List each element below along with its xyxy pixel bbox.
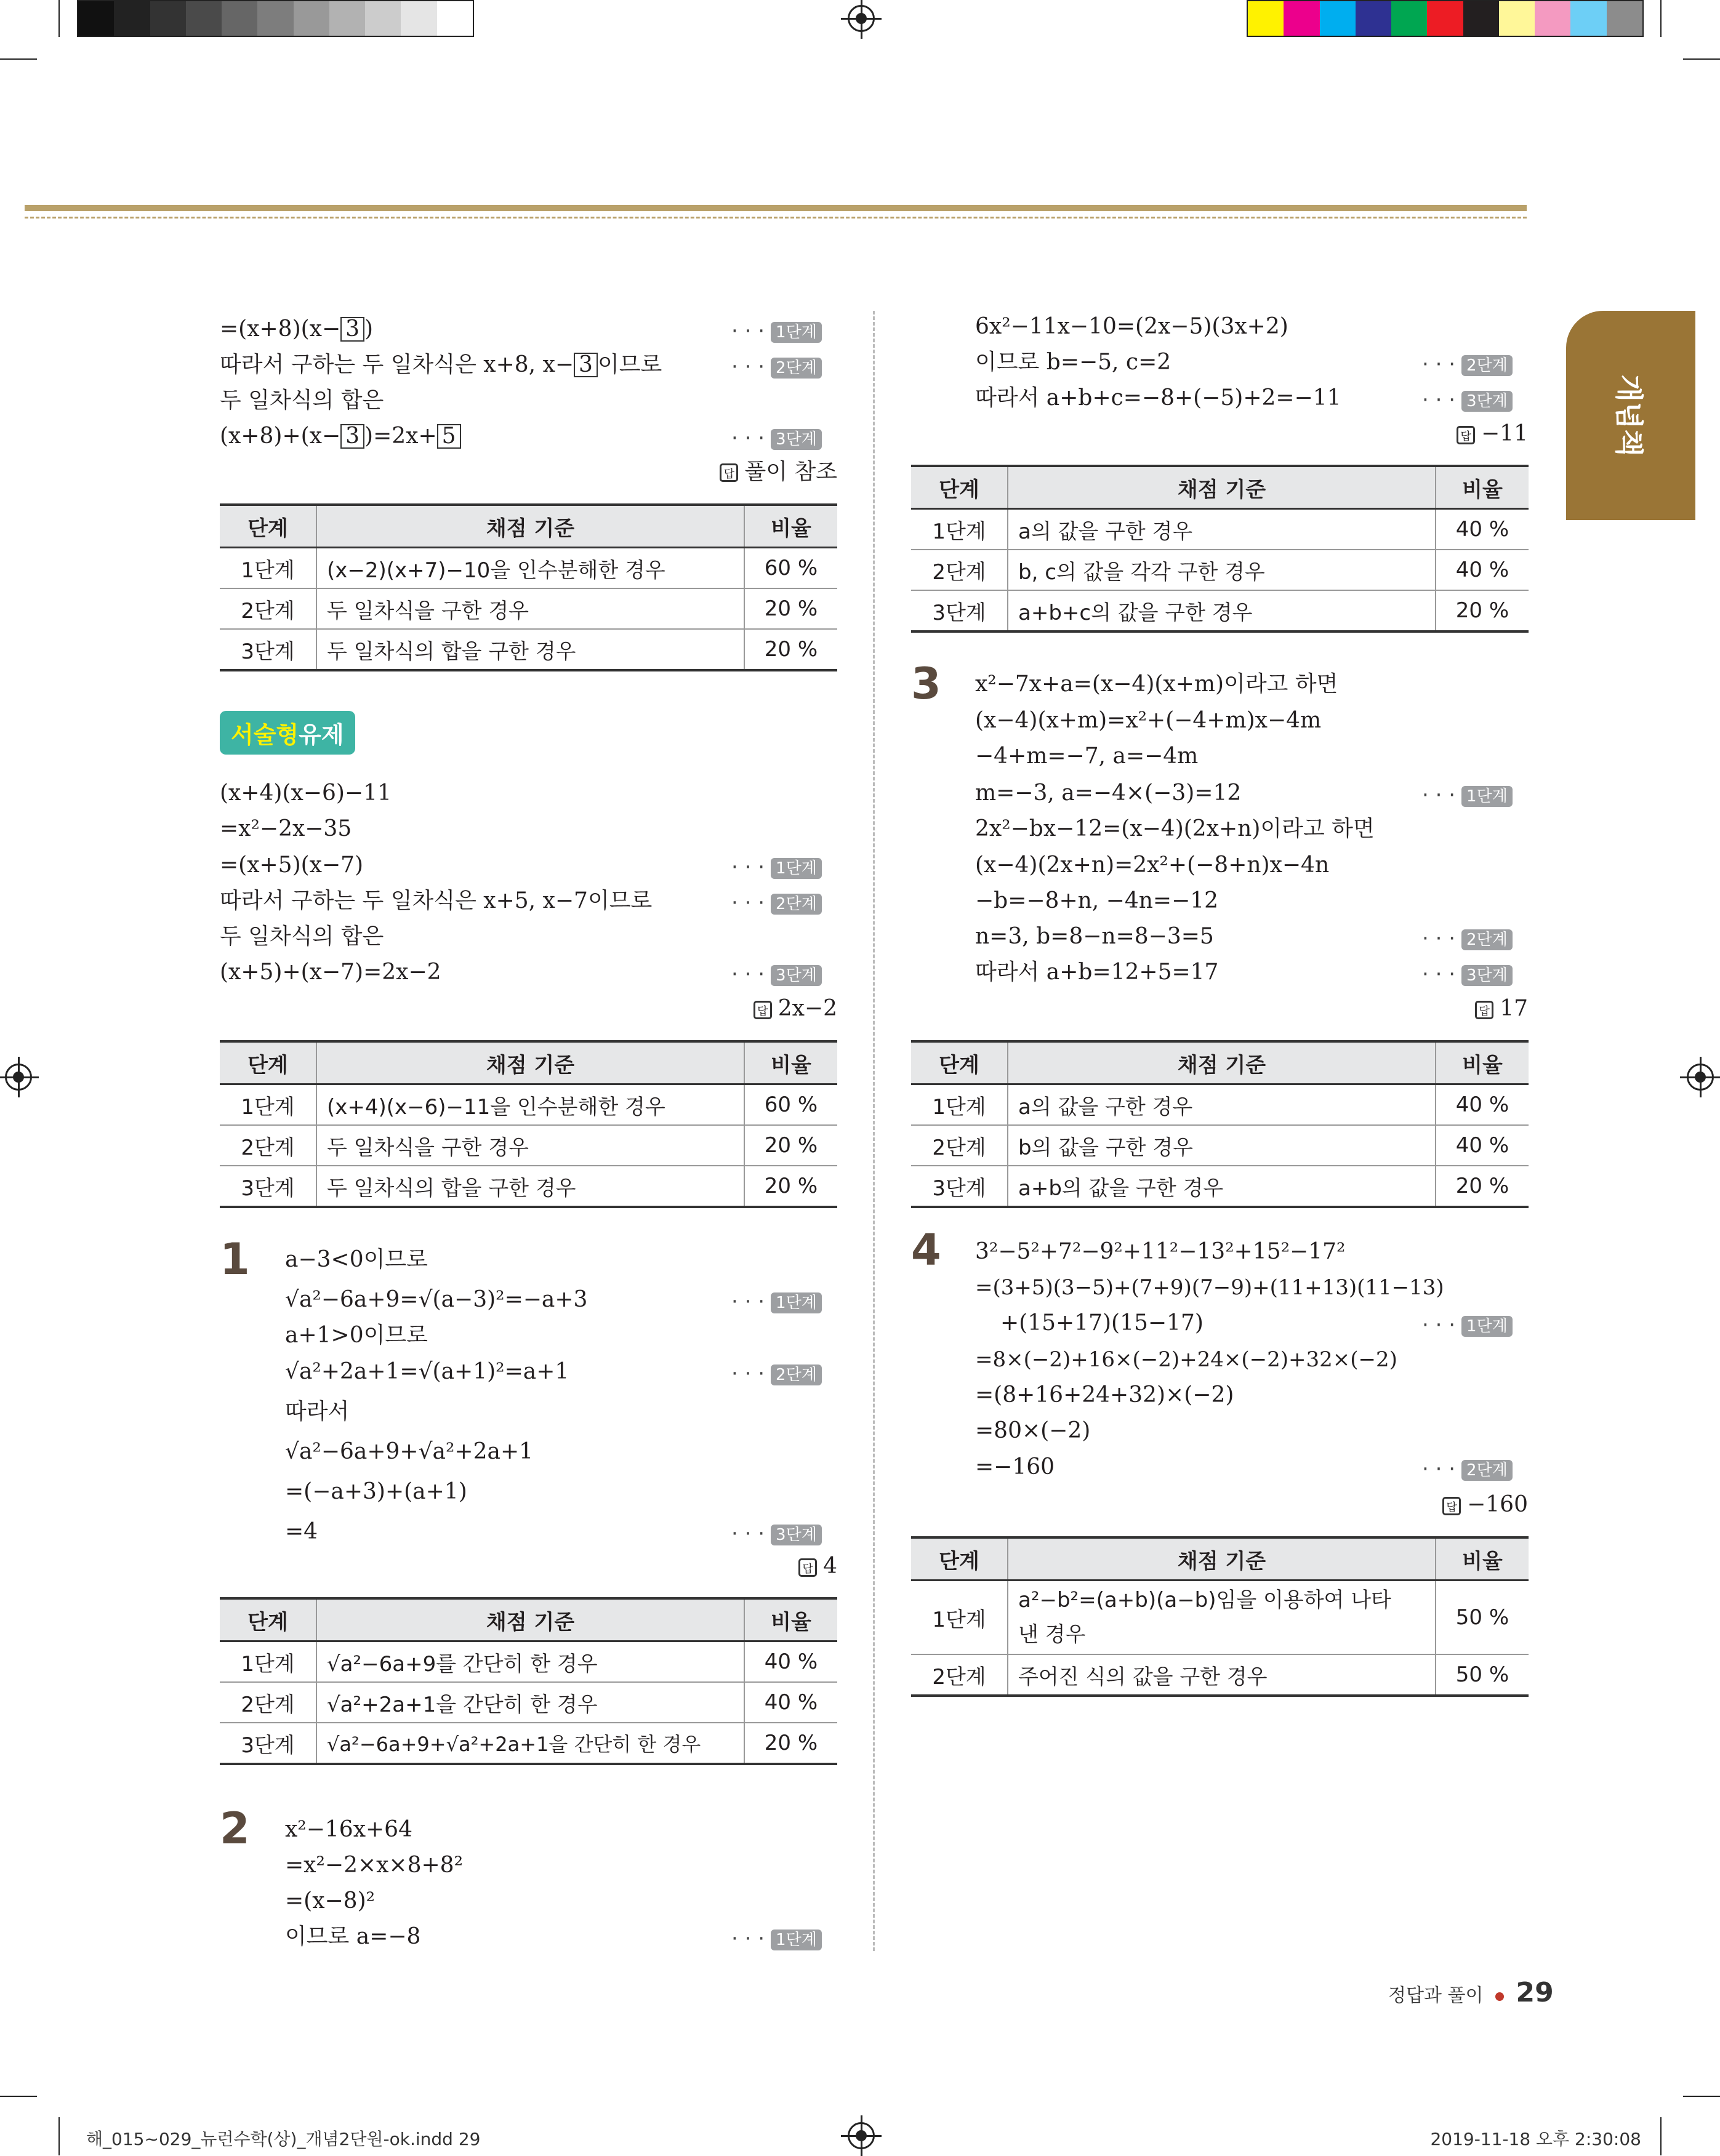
crop-mark	[58, 2117, 60, 2155]
step-badge: 1단계	[1461, 1316, 1513, 1337]
solution-line: =(x+5)(x−7)	[220, 852, 364, 878]
bullet-icon	[1495, 1992, 1504, 2001]
grading-table	[911, 1040, 1529, 1208]
step-badge: 2단계	[1461, 355, 1513, 376]
gray-swatch	[437, 1, 473, 36]
gray-swatch	[186, 1, 222, 36]
crop-mark	[1683, 58, 1720, 60]
table-row: 2단계 두 일차식을 구한 경우 20 %	[220, 588, 837, 629]
gray-swatch	[294, 1, 329, 36]
solution-line: (x+4)(x−6)−11	[220, 780, 392, 806]
solution-line: =4	[285, 1519, 318, 1544]
step-marker: · · · 3단계	[1422, 961, 1513, 988]
table-header: 비율	[1436, 466, 1529, 509]
gray-swatch	[365, 1, 401, 36]
solution-line: 따라서	[285, 1399, 350, 1424]
step-marker: · · · 1단계	[731, 318, 822, 345]
light-yellow-swatch	[1499, 1, 1535, 36]
yellow-swatch	[1248, 1, 1284, 36]
solution-line: m=−3, a=−4×(−3)=12	[975, 780, 1242, 806]
grading-table	[220, 1040, 837, 1208]
problem-number: 1	[220, 1234, 250, 1284]
step-badge: 2단계	[771, 358, 822, 379]
step-badge: 3단계	[771, 429, 822, 450]
table-row: 1단계 a²−b²=(a+b)(a−b)임을 이용하여 나타 낸 경우 50 %	[911, 1581, 1529, 1655]
solution-line: √a²−6a+9=√(a−3)²=−a+3	[285, 1287, 588, 1312]
crop-mark	[0, 2096, 37, 2097]
table-header: 단계	[220, 1598, 316, 1641]
table-header: 단계	[911, 466, 1008, 509]
step-marker: · · · 2단계	[731, 1360, 822, 1387]
green-swatch	[1391, 1, 1427, 36]
answer-icon: 답	[1475, 1001, 1493, 1019]
table-header: 단계	[220, 505, 316, 548]
table-row: 3단계 두 일차식의 합을 구한 경우 20 %	[220, 629, 837, 670]
page-label: 정답과 풀이	[1388, 1985, 1484, 2006]
crop-mark	[0, 58, 37, 60]
gray-swatch	[150, 1, 186, 36]
solution-line: =(x−8)²	[285, 1888, 376, 1914]
solution-line: 따라서 a+b+c=−8+(−5)+2=−11	[975, 385, 1341, 411]
table-header: 비율	[1436, 1041, 1529, 1084]
registration-mark-icon	[848, 5, 875, 32]
step-marker: · · · 1단계	[1422, 782, 1513, 809]
table-header: 채점 기준	[1008, 466, 1436, 509]
boxed-number: 5	[437, 424, 461, 449]
gray-swatch	[114, 1, 150, 36]
solution-line: (x+8)+(x− 3 )=2x+ 5	[220, 423, 461, 450]
step-marker: · · · 2단계	[731, 353, 822, 380]
table-header: 비율	[744, 1598, 837, 1641]
table-header: 비율	[1436, 1537, 1529, 1581]
step-marker: · · · 1단계	[731, 1288, 822, 1315]
gray-swatch	[1607, 1, 1642, 36]
answer-line: 답 −160	[1442, 1491, 1528, 1518]
step-badge: 1단계	[1461, 786, 1513, 807]
solution-line: 두 일차식의 합은	[220, 388, 384, 413]
answer-icon: 답	[798, 1558, 817, 1577]
step-marker: · · · 3단계	[1422, 387, 1513, 414]
solution-line: 3²−5²+7²−9²+11²−13²+15²−17²	[975, 1239, 1346, 1264]
grading-table	[220, 1597, 837, 1765]
step-badge: 2단계	[1461, 1460, 1513, 1481]
step-marker: · · · 2단계	[1422, 351, 1513, 378]
solution-line: (x−4)(2x+n)=2x²+(−8+n)x−4n	[975, 852, 1330, 878]
black-swatch	[1463, 1, 1499, 36]
crop-mark	[1660, 0, 1662, 37]
solution-line: =−160	[975, 1454, 1055, 1480]
step-marker: · · · 1단계	[731, 1925, 822, 1952]
problem-number: 2	[220, 1803, 250, 1854]
table-row: 1단계 a의 값을 구한 경우 40 %	[911, 509, 1529, 550]
answer-line: 답 −11	[1457, 420, 1528, 447]
solution-line: n=3, b=8−n=8−3=5	[975, 924, 1214, 949]
table-row: 3단계 √a²−6a+9+√a²+2a+1을 간단히 한 경우 20 %	[220, 1723, 837, 1764]
problem-number: 4	[911, 1225, 941, 1275]
solution-line: 두 일차식의 합은	[220, 924, 384, 949]
crop-mark	[1660, 2117, 1662, 2155]
table-row: 3단계 a+b의 값을 구한 경우 20 %	[911, 1166, 1529, 1207]
table-row: 2단계 주어진 식의 값을 구한 경우 50 %	[911, 1654, 1529, 1696]
boxed-number: 3	[340, 424, 364, 449]
step-badge: 3단계	[771, 965, 822, 986]
table-row: 2단계 b의 값을 구한 경우 40 %	[911, 1125, 1529, 1166]
solution-line: =80×(−2)	[975, 1418, 1091, 1443]
step-badge: 2단계	[1461, 929, 1513, 950]
solution-line: 따라서 구하는 두 일차식은 x+5, x−7이므로	[220, 888, 653, 913]
gray-swatch	[257, 1, 293, 36]
solution-line: (x+5)+(x−7)=2x−2	[220, 960, 441, 985]
solution-line: =(3+5)(3−5)+(7+9)(7−9)+(11+13)(11−13)	[975, 1275, 1444, 1300]
table-row: 1단계 a의 값을 구한 경우 40 %	[911, 1084, 1529, 1126]
solution-line: (x−4)(x+m)=x²+(−4+m)x−4m	[975, 708, 1322, 733]
step-badge: 1단계	[771, 1930, 822, 1950]
process-color-bar	[1247, 0, 1644, 37]
registration-mark-icon	[848, 2122, 875, 2149]
blue-swatch	[1356, 1, 1391, 36]
crop-mark	[58, 0, 60, 37]
table-row: 3단계 두 일차식의 합을 구한 경우 20 %	[220, 1166, 837, 1207]
table-header: 단계	[220, 1041, 316, 1084]
grading-table	[911, 1536, 1529, 1697]
side-tab-label: 개념책	[1612, 374, 1646, 457]
gray-swatch	[78, 1, 114, 36]
solution-line: −4+m=−7, a=−4m	[975, 743, 1199, 769]
solution-line: 6x²−11x−10=(2x−5)(3x+2)	[975, 314, 1288, 339]
step-badge: 3단계	[1461, 391, 1513, 412]
solution-line: −b=−8+n, −4n=−12	[975, 888, 1219, 913]
print-timestamp: 2019-11-18 오후 2:30:08	[1430, 2129, 1641, 2149]
page-number: 29	[1516, 1977, 1554, 2008]
step-marker: · · · 3단계	[731, 1520, 822, 1547]
table-header: 비율	[744, 1041, 837, 1084]
solution-line: +(15+17)(15−17)	[1000, 1310, 1204, 1336]
answer-line: 답 2x−2	[754, 995, 837, 1022]
solution-line: a−3<0이므로	[285, 1247, 428, 1272]
step-marker: · · · 1단계	[731, 854, 822, 881]
table-row: 2단계 √a²+2a+1을 간단히 한 경우 40 %	[220, 1682, 837, 1723]
gray-swatch	[401, 1, 436, 36]
side-tab	[1566, 311, 1695, 520]
step-badge: 3단계	[771, 1525, 822, 1545]
solution-line: √a²+2a+1=√(a+1)²=a+1	[285, 1359, 569, 1384]
step-badge: 1단계	[771, 322, 822, 343]
solution-line: 이므로 a=−8	[285, 1924, 421, 1949]
red-swatch	[1427, 1, 1463, 36]
grading-table	[220, 503, 837, 671]
gray-swatch	[329, 1, 365, 36]
step-marker: · · · 3단계	[731, 425, 822, 452]
step-badge: 2단계	[771, 894, 822, 915]
table-row: 1단계 (x+4)(x−6)−11을 인수분해한 경우 60 %	[220, 1084, 837, 1126]
table-header: 단계	[911, 1537, 1008, 1581]
magenta-swatch	[1284, 1, 1319, 36]
step-marker: · · · 3단계	[731, 961, 822, 988]
table-header: 채점 기준	[316, 1598, 744, 1641]
registration-mark-icon	[5, 1064, 32, 1091]
step-marker: · · · 2단계	[731, 889, 822, 916]
solution-line: =x²−2×x×8+8²	[285, 1853, 464, 1878]
section-tag: 서술형유제	[220, 711, 355, 755]
answer-icon: 답	[1442, 1497, 1461, 1515]
table-row: 2단계 두 일차식을 구한 경우 20 %	[220, 1125, 837, 1166]
answer-icon: 답	[1457, 426, 1475, 444]
header-rule	[25, 205, 1527, 211]
answer-line: 답 17	[1475, 995, 1528, 1022]
solution-line: 따라서 a+b=12+5=17	[975, 960, 1219, 985]
table-row: 1단계 (x−2)(x+7)−10을 인수분해한 경우 60 %	[220, 548, 837, 589]
table-header: 채점 기준	[1008, 1537, 1436, 1581]
table-row: 2단계 b, c의 값을 각각 구한 경우 40 %	[911, 550, 1529, 590]
boxed-number: 3	[574, 353, 598, 377]
page-footer	[1388, 1977, 1554, 2008]
answer-line: 답 풀이 참조	[720, 459, 837, 486]
registration-mark-icon	[1687, 1064, 1714, 1091]
column-divider	[873, 311, 875, 1951]
table-row: 3단계 a+b+c의 값을 구한 경우 20 %	[911, 590, 1529, 631]
answer-icon: 답	[754, 1001, 772, 1019]
solution-line: 2x²−bx−12=(x−4)(2x+n)이라고 하면	[975, 816, 1375, 841]
solution-line: 이므로 b=−5, c=2	[975, 350, 1171, 375]
step-marker: · · · 2단계	[1422, 925, 1513, 952]
table-header: 비율	[744, 505, 837, 548]
step-marker: · · · 1단계	[1422, 1312, 1513, 1339]
problem-number: 3	[911, 659, 941, 709]
step-badge: 1단계	[771, 1292, 822, 1313]
file-slug: 해_015~029_뉴런수학(상)_개념2단원-ok.indd 29	[86, 2129, 481, 2149]
light-cyan-swatch	[1570, 1, 1606, 36]
step-badge: 3단계	[1461, 965, 1513, 986]
solution-line: =x²−2x−35	[220, 816, 352, 841]
table-header: 단계	[911, 1041, 1008, 1084]
solution-line: x²−7x+a=(x−4)(x+m)이라고 하면	[975, 671, 1338, 697]
gray-swatch	[222, 1, 257, 36]
step-badge: 1단계	[771, 858, 822, 879]
step-badge: 2단계	[771, 1365, 822, 1385]
solution-line: =8×(−2)+16×(−2)+24×(−2)+32×(−2)	[975, 1347, 1397, 1372]
solution-line: =(x+8)(x− 3 )	[220, 316, 374, 342]
pink-swatch	[1535, 1, 1570, 36]
table-header: 채점 기준	[1008, 1041, 1436, 1084]
boxed-number: 3	[340, 317, 364, 342]
solution-line: =(−a+3)+(a+1)	[285, 1479, 467, 1504]
solution-line: x²−16x+64	[285, 1817, 412, 1842]
table-header: 채점 기준	[316, 505, 744, 548]
answer-line: 답 4	[798, 1553, 837, 1580]
gray-color-bar	[77, 0, 474, 37]
grading-table	[911, 465, 1529, 633]
answer-icon: 답	[720, 463, 738, 482]
cyan-swatch	[1320, 1, 1356, 36]
step-marker: · · · 2단계	[1422, 1456, 1513, 1483]
crop-mark	[1683, 2096, 1720, 2097]
table-header: 채점 기준	[316, 1041, 744, 1084]
solution-line: √a²−6a+9+√a²+2a+1	[285, 1439, 534, 1464]
table-row: 1단계 √a²−6a+9를 간단히 한 경우 40 %	[220, 1641, 837, 1683]
solution-line: a+1>0이므로	[285, 1323, 428, 1348]
header-dashed-rule	[25, 217, 1527, 218]
solution-line: 따라서 구하는 두 일차식은 x+8, x− 3 이므로	[220, 352, 662, 377]
solution-line: =(8+16+24+32)×(−2)	[975, 1382, 1234, 1408]
